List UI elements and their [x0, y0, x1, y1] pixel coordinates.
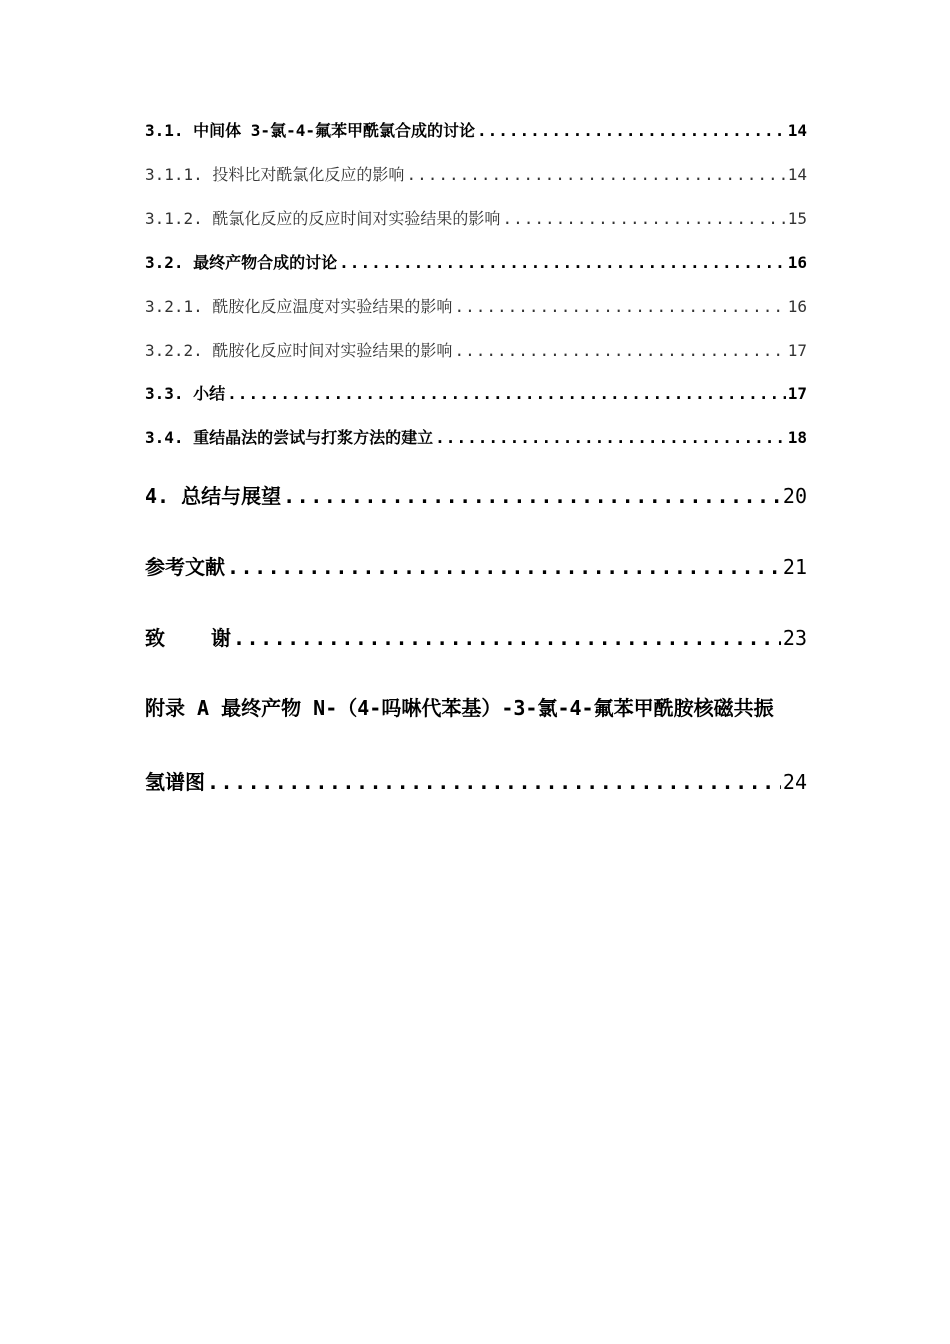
toc-entry-label: 3.1.1. 投料比对酰氯化反应的影响 [145, 165, 405, 184]
toc-entry-label: 3.2. 最终产物合成的讨论 [145, 253, 338, 272]
toc-entry-page: 16 [787, 297, 807, 316]
toc-entry-references[interactable] [145, 551, 807, 580]
toc-entry-acknowledgements[interactable] [145, 622, 807, 651]
toc-entry-label: 3.1. 中间体 3-氯-4-氟苯甲酰氯合成的讨论 [145, 121, 475, 140]
toc-entry-appendix-a-line1[interactable]: 附录 A 最终产物 N-（4-吗啉代苯基）-3-氯-4-氟苯甲酰胺核磁共振 [145, 696, 774, 720]
toc-entry-page: 14 [787, 121, 807, 140]
toc-leader-dots [502, 209, 785, 228]
toc-entry-label: 氢谱图 [145, 770, 205, 794]
toc-leader-dots [454, 341, 785, 360]
toc-entry-page: 21 [782, 555, 807, 579]
toc-entry-page: 16 [787, 253, 807, 272]
toc-entry-3-4[interactable] [145, 425, 807, 448]
toc-entry-page: 18 [787, 428, 807, 447]
toc-leader-dots [227, 384, 786, 403]
toc-leader-dots [283, 484, 781, 508]
toc-entry-appendix-a[interactable] [145, 766, 807, 795]
toc-entry-page: 17 [787, 384, 807, 403]
toc-entry-3-2-2[interactable] [145, 338, 807, 361]
toc-entry-3-1[interactable] [145, 118, 807, 141]
toc-entry-label: 4. 总结与展望 [145, 484, 282, 508]
toc-entry-label: 3.2.2. 酰胺化反应时间对实验结果的影响 [145, 341, 453, 360]
toc-entry-label: 3.2.1. 酰胺化反应温度对实验结果的影响 [145, 297, 453, 316]
toc-entry-4[interactable] [145, 480, 807, 509]
toc-entry-label: 3.3. 小结 [145, 384, 226, 403]
toc-entry-page: 20 [782, 484, 807, 508]
toc-entry-label: 3.4. 重结晶法的尝试与打浆方法的建立 [145, 428, 434, 447]
toc-entry-3-1-2[interactable] [145, 206, 807, 229]
toc-leader-dots [454, 297, 785, 316]
toc-leader-dots [227, 555, 781, 579]
toc-entry-page: 14 [787, 165, 807, 184]
toc-entry-3-2[interactable] [145, 250, 807, 273]
toc-entry-label-first: 致 [145, 626, 165, 650]
toc-leader-dots [477, 121, 786, 140]
toc-entry-3-3[interactable] [145, 381, 807, 404]
toc-entry-label: 参考文献 [145, 555, 225, 579]
toc-entry-page: 17 [787, 341, 807, 360]
toc-entry-label [145, 622, 231, 651]
toc-leader-dots [435, 428, 786, 447]
toc-leader-dots [233, 626, 781, 650]
toc-entry-page: 24 [782, 770, 807, 794]
toc-entry-label-second: 谢 [211, 626, 231, 650]
toc-entry-page: 15 [787, 209, 807, 228]
toc-leader-dots [207, 770, 781, 794]
toc-entry-3-1-1[interactable] [145, 162, 807, 185]
toc-leader-dots [339, 253, 786, 272]
toc-entry-label: 3.1.2. 酰氯化反应的反应时间对实验结果的影响 [145, 209, 501, 228]
toc-entry-3-2-1[interactable] [145, 294, 807, 317]
toc-entry-page: 23 [782, 626, 807, 650]
toc-leader-dots [406, 165, 785, 184]
